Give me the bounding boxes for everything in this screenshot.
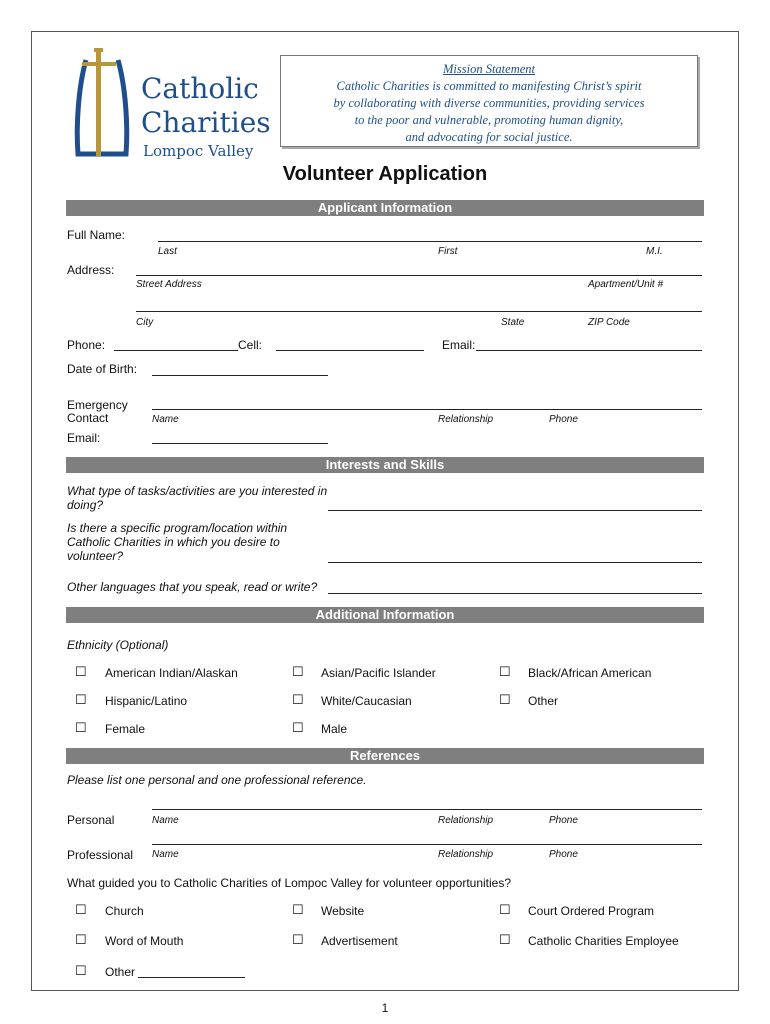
checkbox-hispanic-latino[interactable]: ☐ xyxy=(75,692,87,707)
phone-label: Phone: xyxy=(67,338,106,352)
emergency-label-1: Emergency xyxy=(67,398,128,412)
checkbox-asian-pacific[interactable]: ☐ xyxy=(292,664,304,679)
name-sub: Name xyxy=(152,815,179,826)
full-name-label: Full Name: xyxy=(67,228,126,242)
checkbox-cc-employee[interactable]: ☐ xyxy=(499,932,511,947)
checkbox-other-source[interactable]: ☐ xyxy=(75,963,87,978)
city-state-zip-field[interactable] xyxy=(136,311,702,312)
address-label: Address: xyxy=(67,263,115,277)
phone-sub: Phone xyxy=(549,849,578,860)
checkbox-website[interactable]: ☐ xyxy=(292,902,304,917)
personal-reference-field[interactable] xyxy=(152,809,702,810)
state-sub: State xyxy=(501,317,525,328)
checkbox-black-african[interactable]: ☐ xyxy=(499,664,511,679)
references-intro: Please list one personal and one professional reference. xyxy=(67,773,367,787)
option-label: Church xyxy=(105,904,144,918)
guided-question: What guided you to Catholic Charities of Lompoc Valley for volunteer opportunities? xyxy=(67,876,512,890)
phone-field[interactable] xyxy=(114,350,238,351)
street-address-field[interactable] xyxy=(136,275,702,276)
mission-line: by collaborating with diverse communities, providing services xyxy=(333,96,645,110)
checkbox-other-ethnicity[interactable]: ☐ xyxy=(499,692,511,707)
checkbox-female[interactable]: ☐ xyxy=(75,720,87,735)
full-name-field[interactable] xyxy=(158,241,702,242)
option-label: Other xyxy=(528,694,559,708)
mission-statement-box xyxy=(280,55,698,147)
checkbox-church[interactable]: ☐ xyxy=(75,902,87,917)
option-label: Other xyxy=(105,965,136,979)
page-title: Volunteer Application xyxy=(282,163,488,185)
phone-sub: Phone xyxy=(549,414,578,425)
section-bar-references: References xyxy=(66,748,704,764)
mission-heading: Mission Statement xyxy=(442,62,535,76)
checkbox-white-caucasian[interactable]: ☐ xyxy=(292,692,304,707)
tasks-field[interactable] xyxy=(328,510,702,511)
dob-field[interactable] xyxy=(152,375,328,376)
page-number: 1 xyxy=(381,1001,389,1015)
section-bar-additional: Additional Information xyxy=(66,607,704,623)
apt-sub: Apartment/Unit # xyxy=(588,279,664,290)
option-label: White/Caucasian xyxy=(321,694,412,708)
q2-line-1: Is there a specific program/location within xyxy=(67,521,288,535)
emergency-contact-field[interactable] xyxy=(152,409,702,410)
option-label: Website xyxy=(321,904,365,918)
relationship-sub: Relationship xyxy=(438,414,494,425)
street-sub: Street Address xyxy=(136,279,202,290)
section-bar-applicant: Applicant Information xyxy=(66,200,704,216)
option-label: Asian/Pacific Islander xyxy=(321,666,436,680)
professional-reference-field[interactable] xyxy=(152,844,702,845)
first-sub: First xyxy=(438,246,458,257)
option-label: Female xyxy=(105,722,146,736)
section-bar-interests: Interests and Skills xyxy=(66,457,704,473)
mission-line: to the poor and vulnerable, promoting human dignity, xyxy=(354,113,624,127)
logo-line-3: Lompoc Valley xyxy=(143,142,254,160)
mission-line: and advocating for social justice. xyxy=(405,130,573,144)
logo-line-1: Catholic xyxy=(141,72,259,105)
cross-logo-icon xyxy=(72,48,132,160)
logo-line-2: Charities xyxy=(141,106,271,139)
zip-sub: ZIP Code xyxy=(588,317,630,328)
emergency-email-label: Email: xyxy=(67,431,101,445)
mi-sub: M.I. xyxy=(646,246,663,257)
emergency-label-2: Contact xyxy=(67,411,109,425)
email-field[interactable] xyxy=(476,350,702,351)
option-label: American Indian/Alaskan xyxy=(105,666,238,680)
checkbox-male[interactable]: ☐ xyxy=(292,720,304,735)
city-sub: City xyxy=(136,317,154,328)
option-label: Word of Mouth xyxy=(105,934,184,948)
q1-line-2: doing? xyxy=(67,498,104,512)
option-label: Advertisement xyxy=(321,934,398,948)
checkbox-american-indian[interactable]: ☐ xyxy=(75,664,87,679)
dob-label: Date of Birth: xyxy=(67,362,138,376)
q3: Other languages that you speak, read or write? xyxy=(67,580,318,594)
name-sub: Name xyxy=(152,849,179,860)
last-sub: Last xyxy=(158,246,177,257)
checkbox-word-of-mouth[interactable]: ☐ xyxy=(75,932,87,947)
name-sub: Name xyxy=(152,414,179,425)
option-label: Black/African American xyxy=(528,666,652,680)
phone-sub: Phone xyxy=(549,815,578,826)
option-label: Male xyxy=(321,722,348,736)
mission-line: Catholic Charities is committed to manifesting Christ’s spirit xyxy=(336,79,642,93)
emergency-email-field[interactable] xyxy=(152,443,328,444)
q2-line-2: Catholic Charities in which you desire to xyxy=(67,535,280,549)
q1-line-1: What type of tasks/activities are you interested in xyxy=(67,484,328,498)
checkbox-advertisement[interactable]: ☐ xyxy=(292,932,304,947)
professional-label: Professional xyxy=(67,848,134,862)
option-label: Court Ordered Program xyxy=(528,904,655,918)
cell-field[interactable] xyxy=(276,350,424,351)
option-label: Hispanic/Latino xyxy=(105,694,188,708)
option-label: Catholic Charities Employee xyxy=(528,934,679,948)
email-label: Email: xyxy=(442,338,476,352)
languages-field[interactable] xyxy=(328,593,702,594)
relationship-sub: Relationship xyxy=(438,849,494,860)
checkbox-court-ordered[interactable]: ☐ xyxy=(499,902,511,917)
cell-label: Cell: xyxy=(238,338,263,352)
relationship-sub: Relationship xyxy=(438,815,494,826)
q2-line-3: volunteer? xyxy=(67,549,124,563)
program-field[interactable] xyxy=(328,562,702,563)
ethnicity-label: Ethnicity (Optional) xyxy=(67,638,169,652)
personal-label: Personal xyxy=(67,813,115,827)
other-source-field[interactable] xyxy=(138,977,245,978)
